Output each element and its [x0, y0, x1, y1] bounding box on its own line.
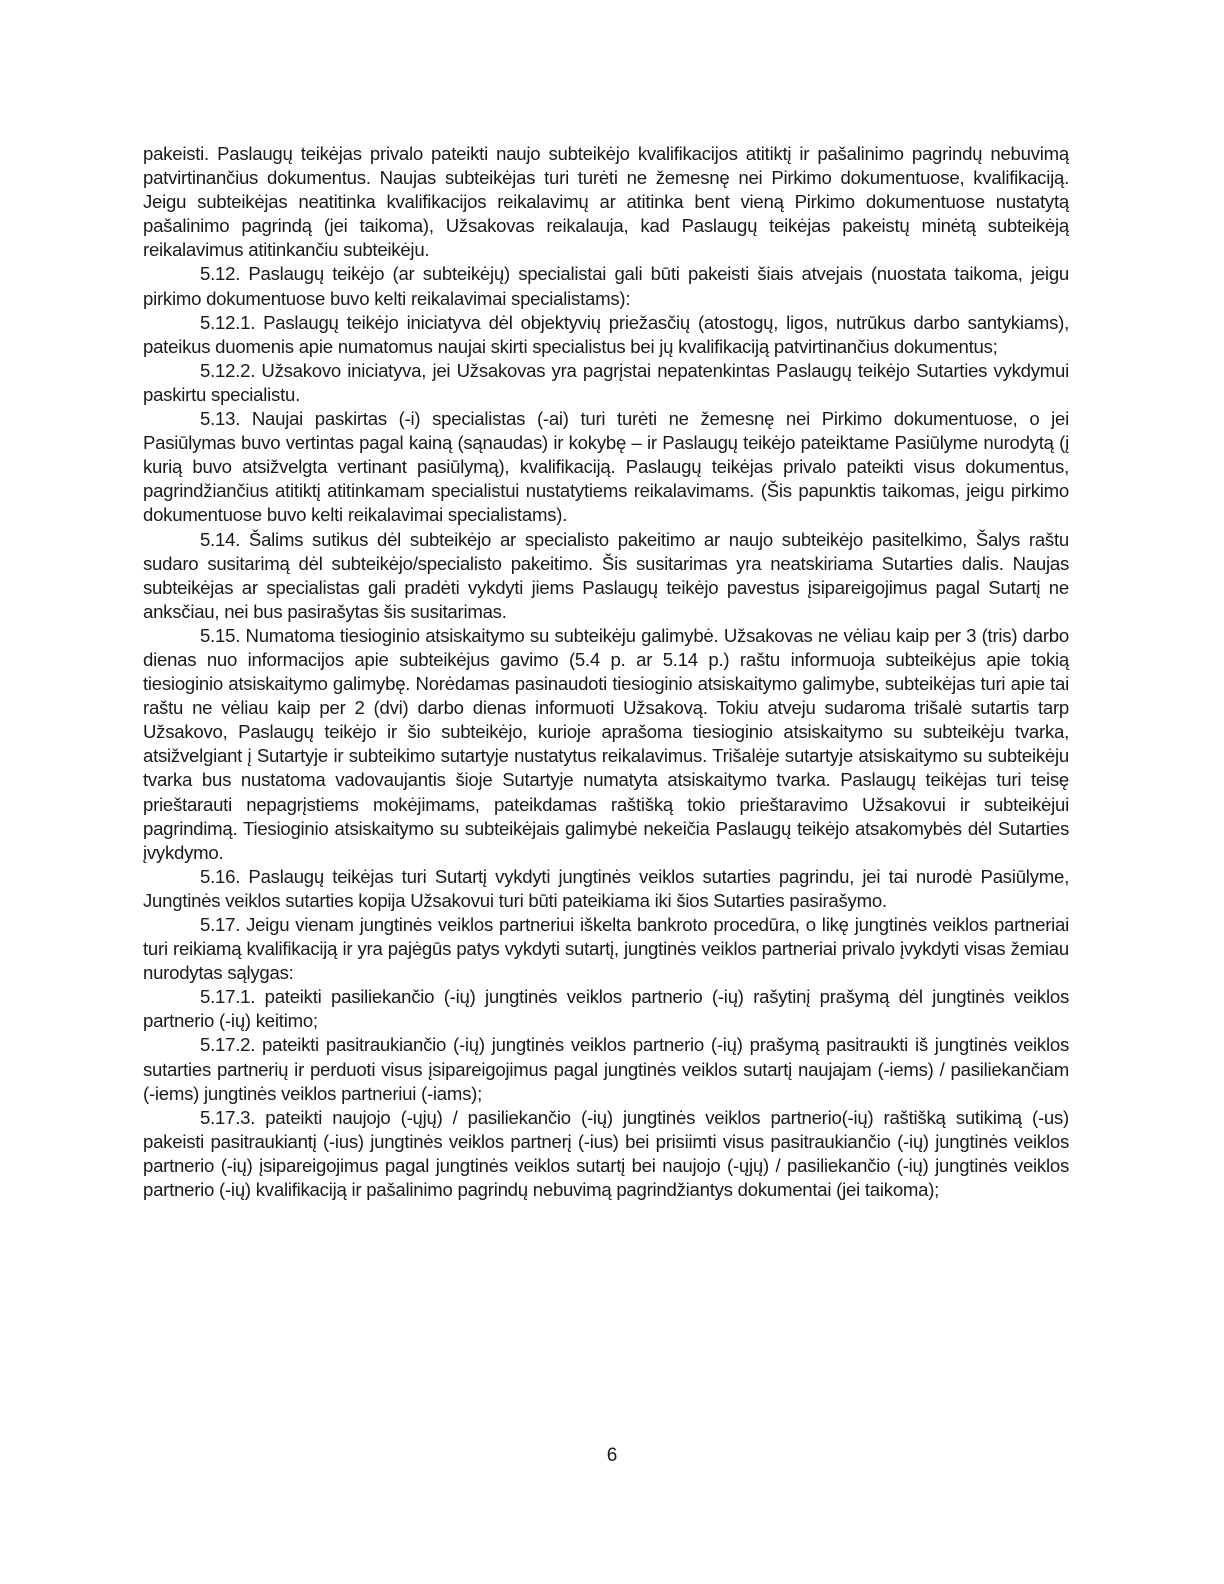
document-body [143, 142, 1069, 1202]
paragraph-5-17-1: 5.17.1. pateikti pasiliekančio (-ių) jungtinės veiklos partnerio (-ių) rašytinį prašymą dėl jungtinės veiklos partnerio (-ių) keitimo; [143, 986, 1069, 1032]
page-number: 6 [606, 1445, 618, 1466]
paragraph-5-12: 5.12. Paslaugų teikėjo (ar subteikėjų) specialistai gali būti pakeisti šiais atvejais (nuostata taikoma, jeigu pirkimo dokumentuose buvo kelti reikalavimai specialistams): [143, 263, 1069, 309]
paragraph-5-16: 5.16. Paslaugų teikėjas turi Sutartį vykdyti jungtinės veiklos sutarties pagrindu, jei tai nurodė Pasiūlyme, Jungtinės veiklos sutarties kopija Užsakovui turi būti pateikiama iki šios Sutarties pasirašymo. [143, 865, 1069, 911]
paragraph-5-17-3: 5.17.3. pateikti naujojo (-ųjų) / pasiliekančio (-ių) jungtinės veiklos partnerio(-ių) raštišką sutikimą (-us) pakeisti pasitraukiantį (-ius) jungtinės veiklos partnerį (-ius) bei prisiimti visus pasitraukiančio (-ių) jungtinės veiklos partnerio (-ių) įsipareigojimus pagal jungtinės veiklos sutartį bei naujojo (-ųjų) / pasiliekančio (-ių) jungtinės veiklos partnerio (-ių) kvalifikaciją ir pašalinimo pagrindų nebuvimą pagrindžiantys dokumentai (jei taikoma); [143, 1106, 1069, 1201]
paragraph-5-13: 5.13. Naujai paskirtas (-i) specialistas (-ai) turi turėti ne žemesnę nei Pirkimo dokumentuose, o jei Pasiūlymas buvo vertintas pagal kainą (sąnaudas) ir kokybę – ir Paslaugų teikėjo pateiktame Pasiūlyme nurodytą (į kurią buvo atsižvelgta vertinant pasiūlymą), kvalifikaciją. Paslaugų teikėjas privalo pateikti visus dokumentus, pagrindžiančius atitiktį atitinkamam specialistui nustatytiems reikalavimams. (Šis papunktis taikomas, jeigu pirkimo dokumentuose buvo kelti reikalavimai specialistams). [143, 408, 1069, 526]
paragraph-5-12-1: 5.12.1. Paslaugų teikėjo iniciatyva dėl objektyvių priežasčių (atostogų, ligos, nutrūkus darbo santykiams), pateikus duomenis apie numatomus naujai skirti specialistus bei jų kvalifikaciją patvirtinančius dokumentus; [143, 311, 1069, 357]
paragraph-5-17: 5.17. Jeigu vienam jungtinės veiklos partneriui iškelta bankroto procedūra, o likę jungtinės veiklos partneriai turi reikiamą kvalifikaciją ir yra pajėgūs patys vykdyti sutartį, jungtinės veiklos partneriai privalo įvykdyti visas žemiau nurodytas sąlygas: [143, 914, 1069, 984]
paragraph-continuation: pakeisti. Paslaugų teikėjas privalo pateikti naujo subteikėjo kvalifikacijos atitiktį ir pašalinimo pagrindų nebuvimą patvirtinančius dokumentus. Naujas subteikėjas turi turėti ne žemesnę nei Pirkimo dokumentuose, kvalifikaciją. Jeigu subteikėjas neatitinka kvalifikacijos reikalavimų ar atitinka bent vieną Pirkimo dokumentuose nustatytą pašalinimo pagrindą (jei taikoma), Užsakovas reikalauja, kad Paslaugų teikėjas pakeistų minėtą subteikėją reikalavimus atitinkančiu subteikėju. [143, 143, 1069, 261]
paragraph-5-15: 5.15. Numatoma tiesioginio atsiskaitymo su subteikėju galimybė. Užsakovas ne vėliau kaip per 3 (tris) darbo dienas nuo informacijos apie subteikėjus gavimo (5.4 p. ar 5.14 p.) raštu informuoja subteikėjus apie tokią tiesioginio atsiskaitymo galimybę. Norėdamas pasinaudoti tiesioginio atsiskaitymo galimybe, subteikėjas turi apie tai raštu ne vėliau kaip per 2 (dvi) darbo dienas informuoti Užsakovą. Tokiu atveju sudaroma trišalė sutartis tarp Užsakovo, Paslaugų teikėjo ir šio subteikėjo, kurioje aprašoma tiesioginio atsiskaitymo su subteikėju tvarka, atsižvelgiant į Sutartyje ir subteikimo sutartyje nustatytus reikalavimus. Trišalėje sutartyje atsiskaitymo su subteikėju tvarka bus nustatoma vadovaujantis šioje Sutartyje numatyta atsiskaitymo tvarka. Paslaugų teikėjas turi teisę prieštarauti nepagrįstiems mokėjimams, pateikdamas raštišką tokio prieštaravimo Užsakovui ir subteikėjui pagrindimą. Tiesioginio atsiskaitymo su subteikėjais galimybė nekeičia Paslaugų teikėjo atsakomybės dėl Sutarties įvykdymo. [143, 624, 1069, 863]
paragraph-5-14: 5.14. Šalims sutikus dėl subteikėjo ar specialisto pakeitimo ar naujo subteikėjo pasitelkimo, Šalys raštu sudaro susitarimą dėl subteikėjo/specialisto pakeitimo. Šis susitarimas yra neatskiriama Sutarties dalis. Naujas subteikėjas ar specialistas gali pradėti vykdyti jiems Paslaugų teikėjo pavestus įsipareigojimus pagal Sutartį ne anksčiau, nei bus pasirašytas šis susitarimas. [143, 528, 1069, 622]
paragraph-5-17-2: 5.17.2. pateikti pasitraukiančio (-ių) jungtinės veiklos partnerio (-ių) prašymą pasitraukti iš jungtinės veiklos sutarties partnerių ir perduoti visus įsipareigojimus pagal jungtinės veiklos sutartį naujajam (-iems) / pasiliekančiam (-iems) jungtinės veiklos partneriui (-iams); [143, 1034, 1069, 1104]
paragraph-5-12-2: 5.12.2. Užsakovo iniciatyva, jei Užsakovas yra pagrįstai nepatenkintas Paslaugų teikėjo Sutarties vykdymui paskirtu specialistu. [143, 359, 1069, 405]
